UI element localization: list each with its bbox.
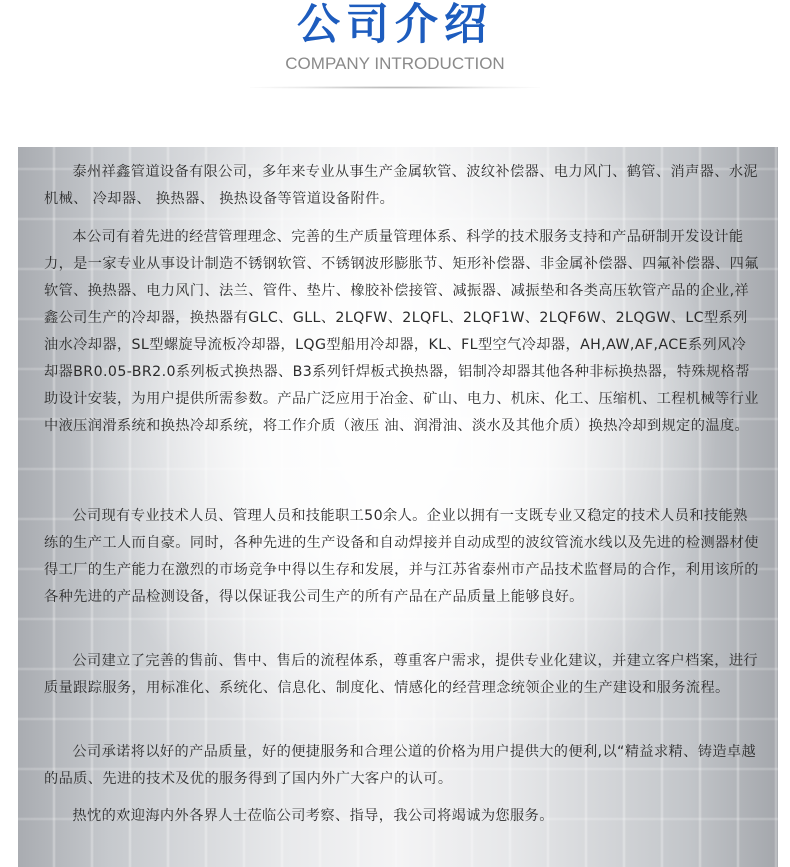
intro-paragraph: 公司承诺将以好的产品质量，好的便捷服务和合理公道的价格为用户提供大的便利,以“精益求精、铸造卓越的品质、先进的技术及优的服务得到了国内外广大客户的认可。: [44, 744, 757, 787]
page-title: 公司介绍: [297, 0, 493, 50]
intro-paragraph: 公司现有专业技术人员、管理人员和技能职工50余人。企业以拥有一支既专业又稳定的技术人员和技能熟练的生产工人而自豪。同时，各种先进的生产设备和自动焊接并自动成型的波纹管流水线以及先进的检测器材使得工厂的生产能力在激烈的市场竞争中得以生存和发展，并与江苏省泰州市产品技术监督局的合作，利用该所的各种先进的产品检测设备，得以保证我公司生产的所有产品在产品质量上能够良好。: [44, 508, 759, 605]
intro-paragraph: 热忱的欢迎海内外各界人士莅临公司考察、指导，我公司将竭诚为您服务。: [72, 808, 554, 824]
page-subtitle: COMPANY INTRODUCTION: [285, 54, 505, 73]
title-divider: [250, 86, 540, 89]
intro-paragraph: 公司建立了完善的售前、售中、售后的流程体系，尊重客户需求，提供专业化建议，并建立客户档案，进行质量跟踪服务，用标准化、系统化、信息化、制度化、情感化的经营理念统领企业的生产建设和服务流程。: [44, 653, 759, 696]
section-header: [0, 0, 790, 146]
intro-paragraph: 泰州祥鑫管道设备有限公司，多年来专业从事生产金属软管、波纹补偿器、电力风门、鹤管、消声器、水泥机械、 冷却器、 换热器、 换热设备等管道设备附件。: [44, 164, 759, 207]
intro-paragraph: 本公司有着先进的经营管理理念、完善的生产质量管理体系、科学的技术服务支持和产品研制开发设计能力，是一家专业从事设计制造不锈钢软管、不锈钢波形膨胀节、矩形补偿器、非金属补偿器、四氟补偿器、四氟软管、换热器、电力风门、法兰、管件、垫片、橡胶补偿接管、减振器、减振垫和各类高压软管产品的企业,祥鑫公司生产的冷却器，换热器有GLC、GLL、2LQFW、2LQFL、2LQF1W、2LQF6W、2LQGW、LC型系列油水冷却器，SL型螺旋导流板冷却器，LQG型船用冷却器，KL、FL型空气冷却器，AH,AW,AF,ACE系列风冷却器BR0.05-BR2.0系列板式换热器、B3系列钎焊板式换热器，铝制冷却器其他各种非标换热器，特殊规格帮助设计安装，为用户提供所需参数。产品广泛应用于冶金、矿山、电力、机床、化工、压缩机、工程机械等行业中液压润滑系统和换热冷却系统，将工作介质（液压 油、润滑油、淡水及其他介质）换热冷却到规定的温度。: [44, 229, 759, 434]
company-intro-panel: [18, 147, 778, 867]
